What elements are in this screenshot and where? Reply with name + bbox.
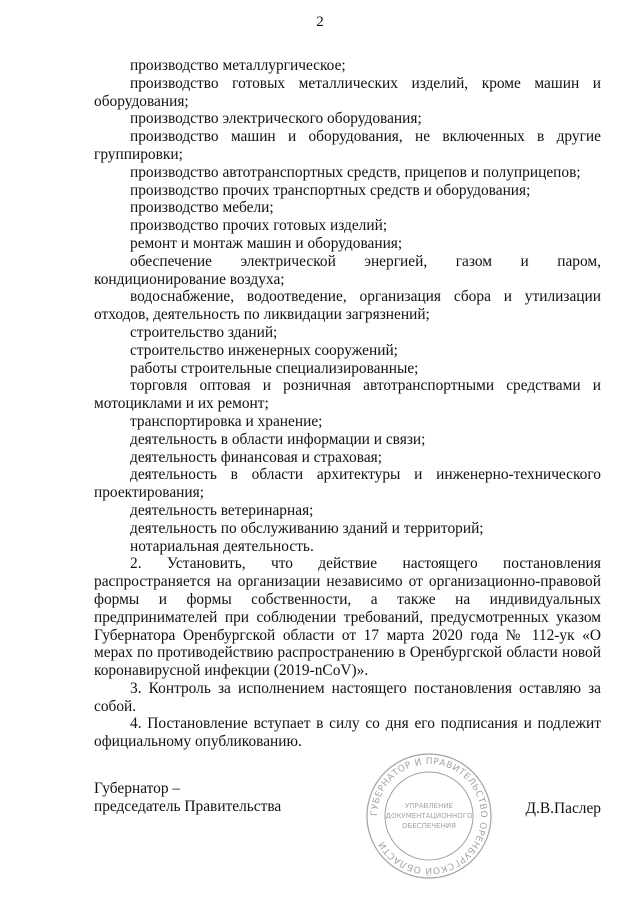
list-item: деятельность в области информации и связи; — [130, 430, 426, 448]
list-item: производство машин и оборудования, не включенных в другие группировки; — [94, 128, 601, 163]
list-item: деятельность ветеринарная; — [130, 501, 314, 519]
stamp-line1: УПРАВЛЕНИЕ — [405, 802, 453, 810]
signatory-title — [94, 780, 281, 816]
signatory-title-line1: Губернатор – — [94, 780, 181, 797]
list-item: водоснабжение, водоотведение, организация сбора и утилизации отходов, деятельность по ликвидации загрязнений; — [94, 288, 601, 324]
list-item: торговля оптовая и розничная автотранспортными средствами и мотоциклами и их ремонт; — [94, 377, 601, 413]
stamp-line3: ОБЕСПЕЧЕНИЯ — [402, 822, 456, 830]
paragraph-4: 4. Постановление вступает в силу со дня его подписания и подлежит официальному опубликованию. — [94, 715, 601, 751]
signatory-title-line2: председатель Правительства — [94, 798, 282, 815]
list-item: производство прочих готовых изделий; — [130, 217, 388, 235]
list-item: производство мебели; — [130, 199, 274, 217]
document-body — [94, 57, 601, 751]
list-item: ремонт и монтаж машин и оборудования; — [130, 234, 403, 252]
official-stamp — [365, 752, 493, 880]
list-item: деятельность финансовая и страховая; — [130, 448, 383, 466]
list-item: деятельность по обслуживанию зданий и территорий; — [130, 519, 484, 537]
paragraph-3: 3. Контроль за исполнением настоящего постановления оставляю за собой. — [94, 679, 601, 715]
page-number: 2 — [316, 14, 324, 30]
list-item: производство металлургическое; — [130, 57, 346, 74]
activity-list — [94, 57, 601, 555]
list-item: работы строительные специализированные; — [130, 359, 419, 377]
list-item: строительство зданий; — [130, 323, 278, 341]
stamp-line2: ДОКУМЕНТАЦИОННОГО — [385, 812, 473, 820]
paragraph-2: 2. Установить, что действие настоящего постановления распространяется на организации независимо от организационно-правовой формы и формы собственности, а также на индивидуальных предпринимателей при соблюдении требований, предусмотренных указом Губернатора Оренбургской области от 17 марта 2020 года № 112-ук «О мерах по противодействию распространению в Оренбургской области новой коронавирусной инфекции (2019-nCoV)». — [94, 555, 601, 680]
list-item: производство автотранспортных средств, прицепов и полуприцепов; — [130, 163, 581, 181]
list-item: обеспечение электрической энергией, газом и паром, кондиционирование воздуха; — [94, 252, 601, 288]
list-item: строительство инженерных сооружений; — [130, 341, 398, 359]
list-item: транспортировка и хранение; — [130, 412, 323, 430]
stamp-ring-text: ГУБЕРНАТОР И ПРАВИТЕЛЬСТВО ОРЕНБУРГСКОЙ ОБЛАСТИ — [369, 756, 489, 876]
list-item: производство готовых металлических изделий, кроме машин и оборудования; — [94, 74, 601, 110]
list-item: производство электрического оборудования; — [130, 110, 422, 128]
signatory-name: Д.В.Паслер — [525, 800, 601, 817]
list-item: деятельность в области архитектуры и инженерно-технического проектирования; — [94, 466, 601, 502]
list-item: производство прочих транспортных средств и оборудования; — [130, 181, 531, 199]
list-item: нотариальная деятельность. — [130, 537, 314, 555]
